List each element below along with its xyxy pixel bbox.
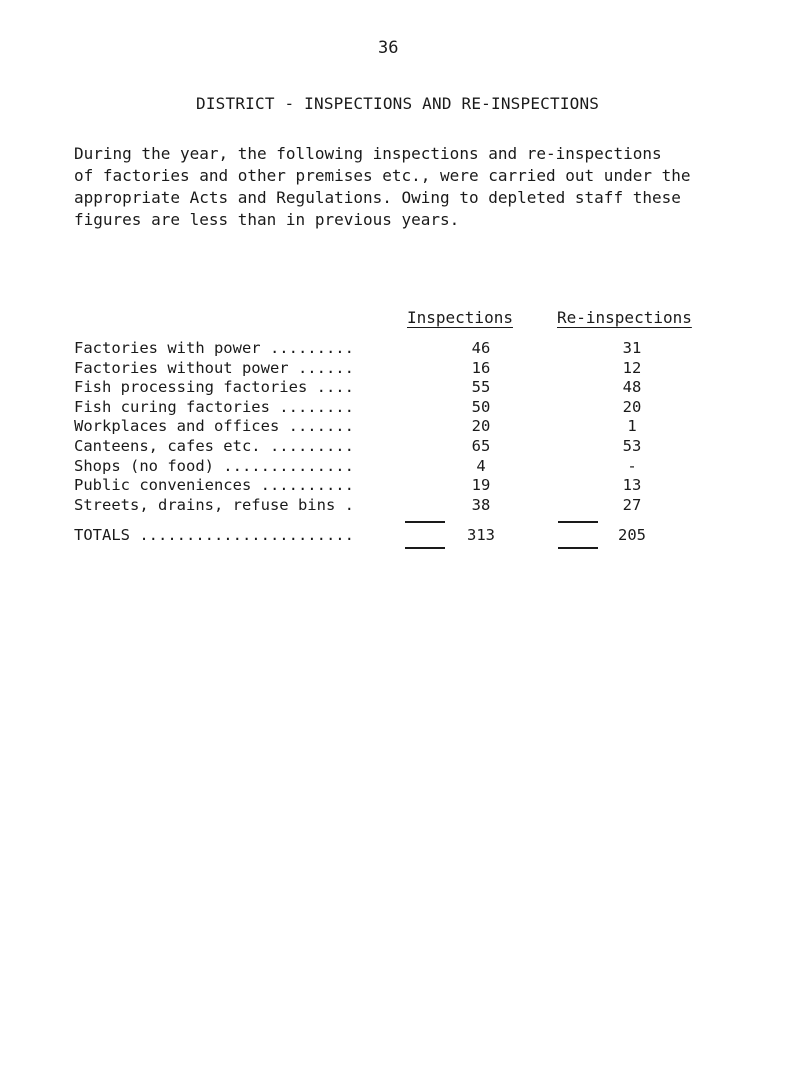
inspections-value: 55: [471, 378, 491, 397]
table-row: [74, 378, 734, 398]
table-row: [74, 476, 734, 496]
totals-rule-bottom: [405, 547, 445, 549]
totals-inspections: 313: [467, 526, 495, 544]
reinspections-value: 27: [622, 495, 642, 514]
inspections-value: 46: [471, 339, 491, 357]
totals-label: TOTALS .......................: [74, 526, 354, 544]
intro-line: During the year, the following inspections and re-inspections: [74, 144, 662, 163]
totals-row: [74, 525, 734, 545]
page-heading: DISTRICT - INSPECTIONS AND RE-INSPECTIONS: [196, 94, 600, 113]
reinspections-value: 20: [622, 397, 642, 416]
page-number: 36: [378, 38, 399, 58]
row-label: Canteens, cafes etc. .........: [74, 436, 354, 455]
inspections-table: [74, 339, 734, 515]
table-row: [74, 417, 734, 437]
row-label: Public conveniences ..........: [74, 476, 354, 495]
table-row: [74, 437, 734, 457]
inspections-value: 38: [471, 495, 491, 514]
intro-line: of factories and other premises etc., were carried out under the: [74, 166, 691, 185]
inspections-value: 16: [471, 358, 491, 377]
totals-reinspections: 205: [618, 526, 646, 544]
column-header-inspections: Inspections: [407, 308, 513, 327]
inspections-value: 65: [471, 436, 491, 455]
totals-rule-top: [405, 521, 445, 523]
reinspections-value: 1: [627, 417, 637, 436]
reinspections-value: -: [627, 456, 637, 475]
row-label: Factories with power .........: [74, 339, 354, 357]
reinspections-value: 13: [622, 476, 642, 495]
totals-rule-bottom: [558, 547, 598, 549]
inspections-value: 50: [471, 397, 491, 416]
row-label: Fish processing factories ....: [74, 378, 354, 397]
inspections-value: 4: [476, 456, 486, 475]
table-row: [74, 359, 734, 379]
reinspections-value: 12: [622, 358, 642, 377]
row-label: Factories without power ......: [74, 358, 354, 377]
reinspections-value: 31: [622, 339, 642, 357]
reinspections-value: 53: [622, 436, 642, 455]
table-row: [74, 496, 734, 516]
column-header-reinspections: Re-inspections: [557, 308, 692, 327]
intro-line: appropriate Acts and Regulations. Owing to depleted staff these: [74, 188, 681, 207]
row-label: Fish curing factories ........: [74, 397, 354, 416]
inspections-value: 19: [471, 476, 491, 495]
intro-paragraph: [74, 143, 734, 231]
table-row: [74, 339, 734, 359]
table-row: [74, 457, 734, 477]
row-label: Shops (no food) ..............: [74, 456, 354, 475]
inspections-value: 20: [471, 417, 491, 436]
reinspections-value: 48: [622, 378, 642, 397]
row-label: Workplaces and offices .......: [74, 417, 354, 436]
intro-line: figures are less than in previous years.: [74, 210, 460, 229]
table-row: [74, 398, 734, 418]
totals-rule-top: [558, 521, 598, 523]
row-label: Streets, drains, refuse bins .: [74, 495, 354, 514]
